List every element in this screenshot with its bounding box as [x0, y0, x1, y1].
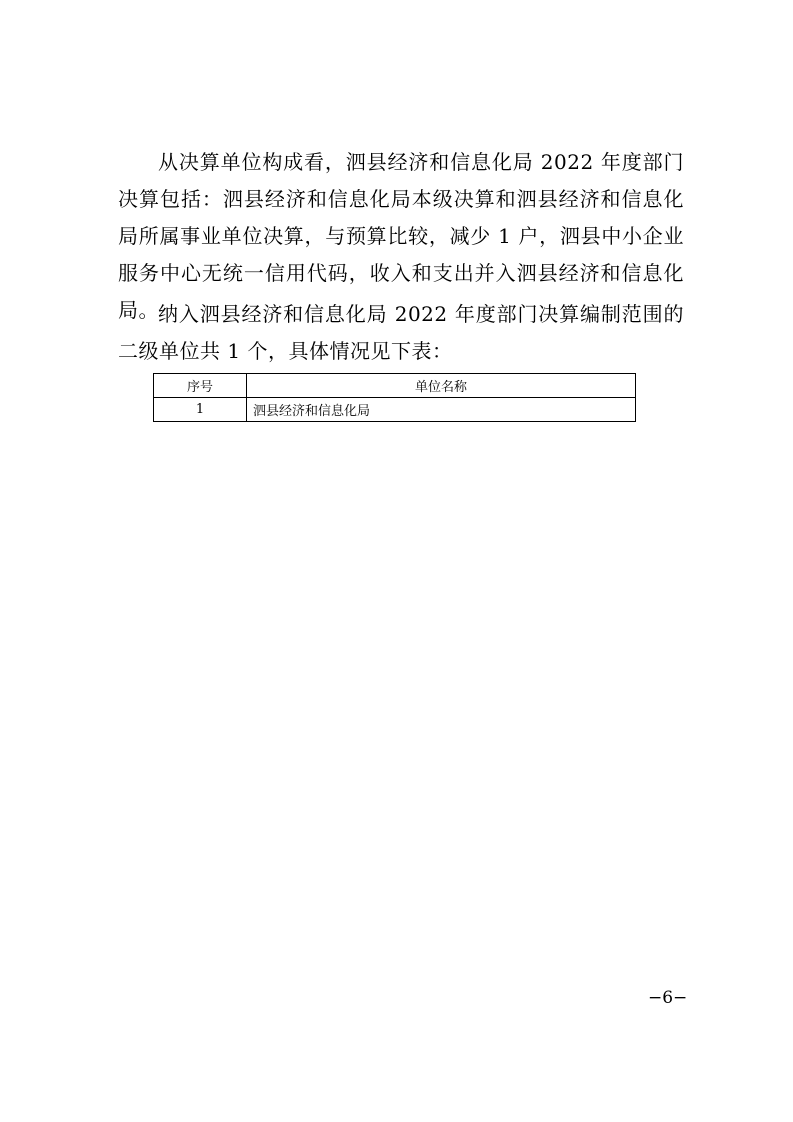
- table-row: [154, 398, 636, 422]
- cell-serial-number: 1: [154, 398, 247, 422]
- header-serial-number: 序号: [154, 374, 247, 398]
- page-number: −6−: [648, 988, 688, 1008]
- table-header-row: [154, 374, 636, 398]
- paragraph-unit-composition: 从决算单位构成看，泗县经济和信息化局 2022 年度部门决算包括：泗县经济和信息化局本级决算和泗县经济和信息化局所属事业单位决算，与预算比较，减少 1 户，泗县中小企业服务中心无统一信用代码，收入和支出并入泗县经济和信息化局。: [118, 150, 684, 322]
- unit-table: [153, 373, 636, 422]
- paragraph-scope-intro: 纳入泗县经济和信息化局 2022 年度部门决算编制范围的二级单位共 1 个，具体情况见下表：: [118, 302, 684, 363]
- cell-unit-name: 泗县经济和信息化局: [247, 398, 636, 422]
- header-unit-name: 单位名称: [247, 374, 636, 398]
